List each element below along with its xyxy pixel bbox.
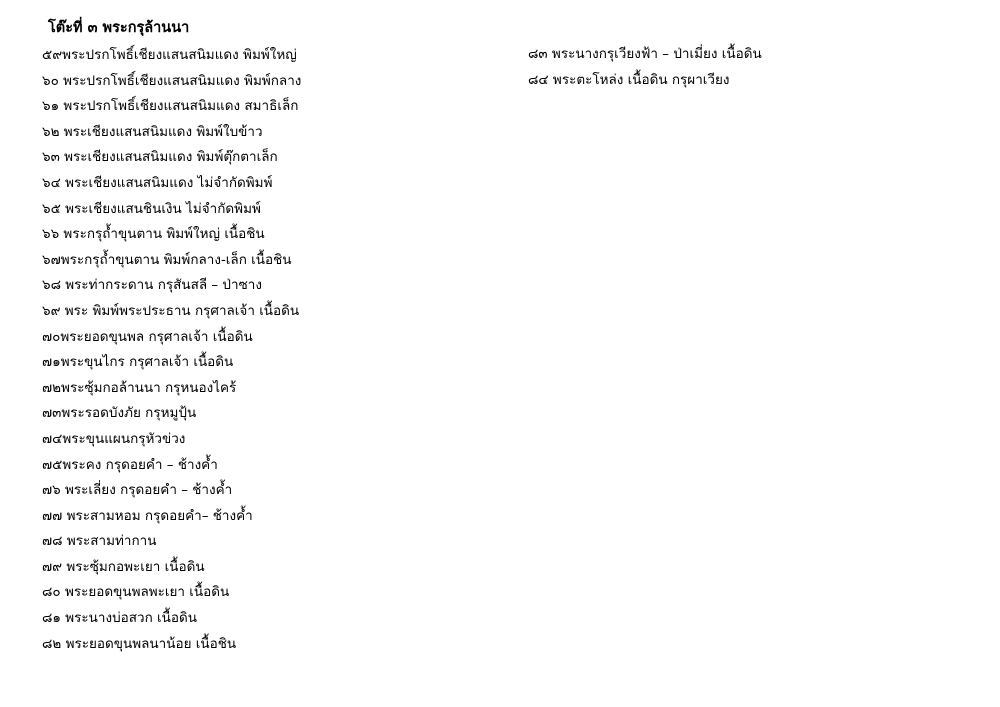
list-item: ๘๓ พระนางกรุเวียงฟ้า – ป่าเมี่ยง เนื้อดิน <box>528 46 762 62</box>
list-item: ๕๙พระปรกโพธิ์เชียงแสนสนิมแดง พิมพ์ใหญ่ <box>42 47 297 63</box>
table-heading: โต๊ะที่ ๓ พระกรุล้านนา <box>48 20 190 36</box>
list-item: ๗๒พระซุ้มกอล้านนา กรุหนองไคร้ <box>42 379 237 396</box>
list-item: ๗๓พระรอดบังภัย กรุหมูปุ้น <box>42 405 197 422</box>
list-item: ๗๖ พระเลี่ยง กรุดอยคำ – ช้างค้ำ <box>42 482 233 499</box>
list-item: ๘๑ พระนางบ่อสวก เนื้อดิน <box>42 610 197 627</box>
list-item: ๗๐พระยอดขุนพล กรุศาลเจ้า เนื้อดิน <box>42 328 253 345</box>
list-item: ๗๙ พระซุ้มกอพะเยา เนื้อดิน <box>42 558 205 575</box>
list-item: ๘๔ พระตะโหล่ง เนื้อดิน กรุผาเวียง <box>528 71 730 88</box>
list-item: ๗๑พระขุนไกร กรุศาลเจ้า เนื้อดิน <box>42 354 234 371</box>
list-item: ๖๕ พระเชียงแสนชินเงิน ไม่จำกัดพิมพ์ <box>42 200 261 217</box>
list-item: ๖๖ พระกรุถ้ำขุนตาน พิมพ์ใหญ่ เนื้อชิน <box>42 226 265 243</box>
amulet-list-right <box>528 43 762 94</box>
list-item: ๖๔ พระเชียงแสนสนิมแดง ไม่จำกัดพิมพ์ <box>42 174 273 191</box>
list-item: ๗๗ พระสามหอม กรุดอยคำ– ช้างค้ำ <box>42 507 253 524</box>
list-item: ๘๒ พระยอดขุนพลนาน้อย เนื้อชิน <box>42 635 237 652</box>
list-item: ๖๙ พระ พิมพ์พระประธาน กรุศาลเจ้า เนื้อดิน <box>42 302 300 319</box>
list-item: ๖๒ พระเชียงแสนสนิมแดง พิมพ์ใบข้าว <box>42 123 263 140</box>
list-item: ๘๐ พระยอดขุนพลพะเยา เนื้อดิน <box>42 584 230 601</box>
list-item: ๖๘ พระท่ากระดาน กรุสันสลี – ป่าซาง <box>42 277 262 294</box>
list-item: ๖๐ พระปรกโพธิ์เชียงแสนสนิมแดง พิมพ์กลาง <box>42 72 302 89</box>
list-item: ๗๘ พระสามท่ากาน <box>42 533 157 550</box>
list-item: ๗๕พระคง กรุดอยคำ – ช้างค้ำ <box>42 456 218 473</box>
list-item: ๖๑ พระปรกโพธิ์เชียงแสนสนิมแดง สมาธิเล็ก <box>42 98 299 115</box>
list-item: ๗๔พระขุนแผนกรุหัวข่วง <box>42 430 186 447</box>
list-item: ๖๓ พระเชียงแสนสนิมแดง พิมพ์ตุ๊กตาเล็ก <box>42 149 278 166</box>
amulet-list-left <box>42 44 301 658</box>
list-item: ๖๗พระกรุถ้ำขุนตาน พิมพ์กลาง-เล็ก เนื้อชิน <box>42 251 292 268</box>
